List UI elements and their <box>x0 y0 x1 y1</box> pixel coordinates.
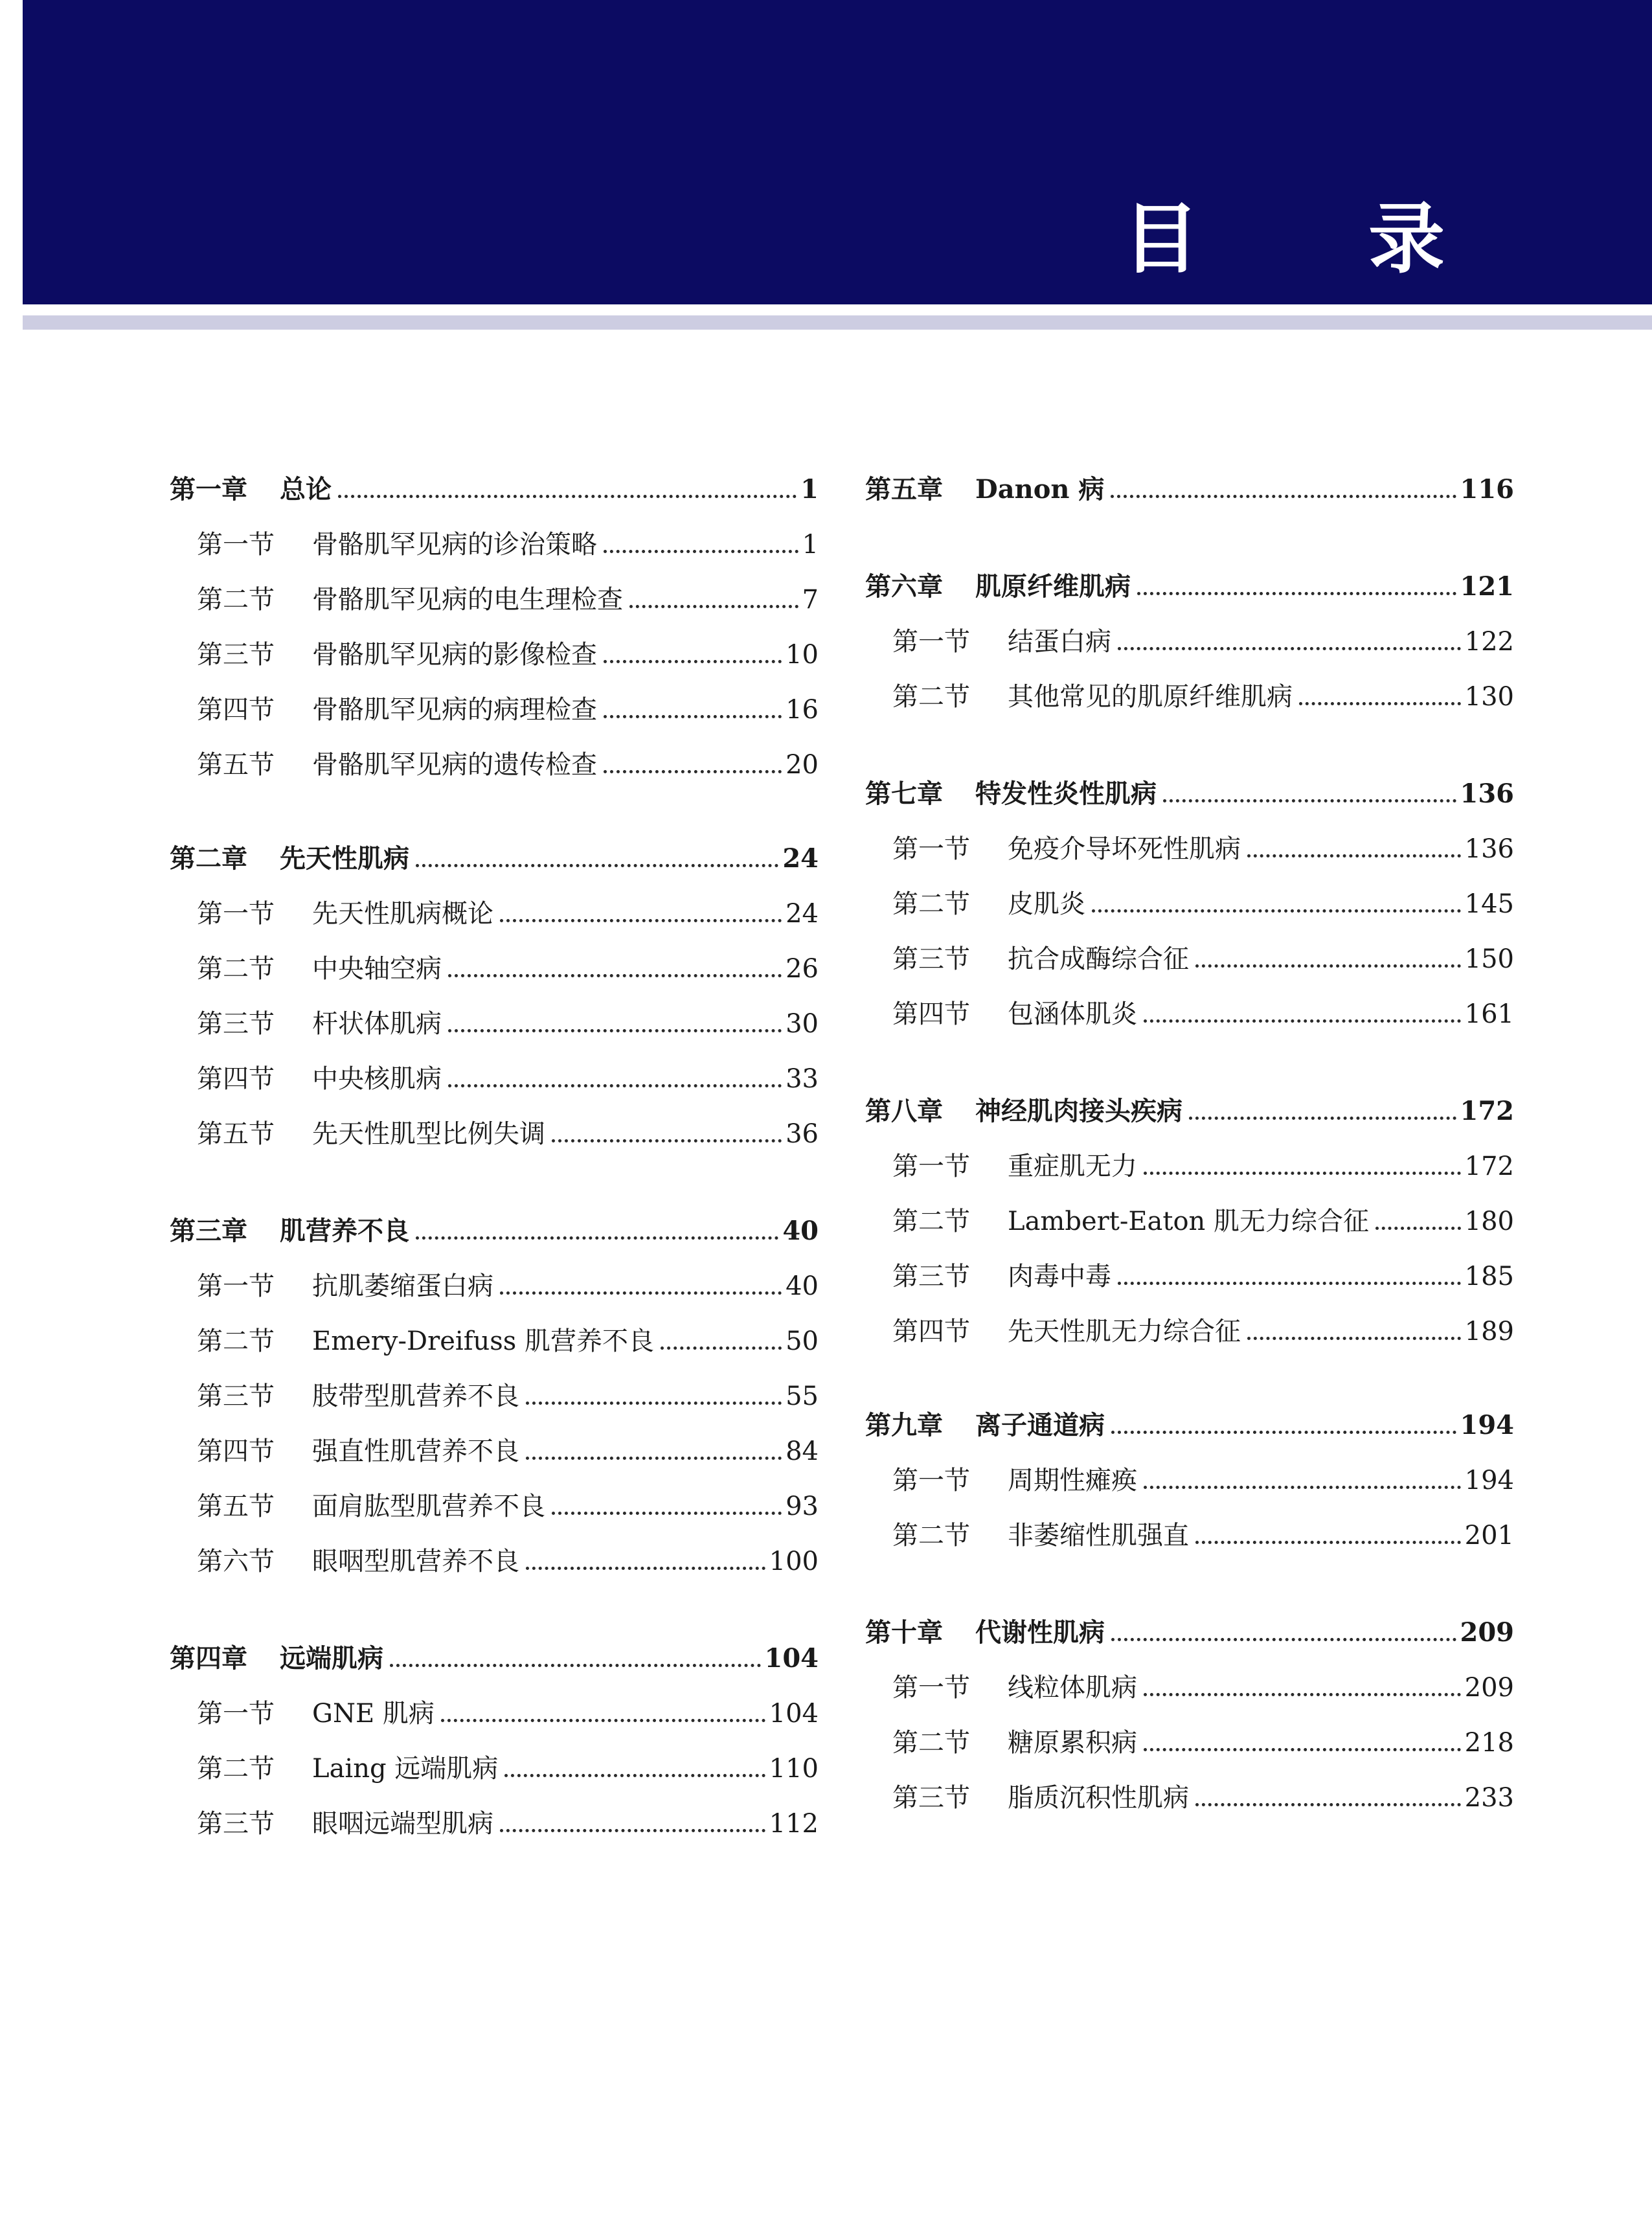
section-title: 脂质沉积性肌病 <box>1008 1783 1189 1813</box>
dot-leader <box>661 1346 782 1350</box>
page-number: 112 <box>769 1809 819 1839</box>
section-title: 免疫介导坏死性肌病 <box>1008 834 1241 864</box>
header-banner <box>23 0 1652 304</box>
page-number: 194 <box>1464 1466 1514 1495</box>
section-title: 先天性肌无力综合征 <box>1008 1317 1241 1346</box>
section-number: 第五节 <box>197 1119 275 1149</box>
page-number: 150 <box>1464 944 1514 974</box>
section-title: 肢带型肌营养不良 <box>312 1381 519 1411</box>
dot-leader <box>390 1664 761 1667</box>
page-number: 172 <box>1464 1152 1514 1181</box>
toc-section-entry[interactable] <box>865 1251 1514 1292</box>
toc-section-entry[interactable] <box>865 1510 1514 1551</box>
dot-leader <box>1163 799 1456 802</box>
chapter-title: 代谢性肌病 <box>975 1617 1105 1648</box>
chapter-title: 肌原纤维肌病 <box>975 571 1131 602</box>
page-number: 55 <box>786 1381 819 1411</box>
section-title: 强直性肌营养不良 <box>312 1437 519 1466</box>
section-title: 糖原累积病 <box>1008 1728 1137 1758</box>
section-title: 骨骼肌罕见病的遗传检查 <box>312 750 597 780</box>
page-number: 7 <box>802 585 819 615</box>
section-number: 第五节 <box>197 1492 275 1521</box>
section-title: 皮肌炎 <box>1008 889 1085 919</box>
toc-chapter-entry[interactable] <box>865 1607 1514 1648</box>
toc-section-entry[interactable] <box>170 1315 819 1357</box>
section-number: 第三节 <box>197 1809 275 1839</box>
chapter-title: 远端肌病 <box>280 1643 383 1674</box>
chapter-number: 第二章 <box>170 843 247 874</box>
toc-section-entry[interactable] <box>170 629 819 670</box>
toc-chapter-entry[interactable] <box>170 833 819 874</box>
page-number: 33 <box>786 1064 819 1094</box>
section-number: 第一节 <box>892 1152 970 1181</box>
section-title: 抗合成酶综合征 <box>1008 944 1189 974</box>
page-number: 161 <box>1464 999 1514 1029</box>
toc-section-entry[interactable] <box>865 671 1514 712</box>
toc-section-entry[interactable] <box>865 878 1514 920</box>
chapter-number: 第十章 <box>865 1617 943 1648</box>
dot-leader <box>1299 702 1461 705</box>
dot-leader <box>1144 1748 1461 1751</box>
section-title: 非萎缩性肌强直 <box>1008 1521 1189 1550</box>
page-number: 104 <box>769 1699 819 1729</box>
chapter-title: 神经肌肉接头疾病 <box>975 1096 1182 1126</box>
page-number: 93 <box>786 1492 819 1521</box>
toc-chapter-entry[interactable] <box>865 561 1514 602</box>
dot-leader <box>1247 1337 1461 1340</box>
section-number: 第二节 <box>197 1326 275 1356</box>
page-number: 10 <box>786 640 819 670</box>
toc-chapter-entry[interactable] <box>865 464 1514 505</box>
dot-leader <box>1195 1541 1461 1544</box>
toc-section-entry[interactable] <box>170 684 819 725</box>
dot-leader <box>448 1084 782 1087</box>
section-number: 第四节 <box>892 999 970 1029</box>
page-number: 50 <box>786 1326 819 1356</box>
chapter-number: 第七章 <box>865 778 943 809</box>
page-number: 1 <box>802 530 819 560</box>
chapter-number: 第四章 <box>170 1643 247 1674</box>
section-number: 第二节 <box>892 1207 970 1236</box>
toc-section-entry[interactable] <box>865 988 1514 1030</box>
page-number: 121 <box>1460 571 1514 602</box>
dot-leader <box>552 1512 782 1515</box>
section-title: 眼咽远端型肌病 <box>312 1809 493 1839</box>
section-title: 骨骼肌罕见病的病理检查 <box>312 695 597 725</box>
chapter-title: 先天性肌病 <box>280 843 409 874</box>
page-number: 26 <box>786 954 819 984</box>
section-number: 第六节 <box>197 1547 275 1576</box>
dot-leader <box>504 1774 765 1777</box>
dot-leader <box>1195 964 1461 968</box>
section-number: 第二节 <box>197 585 275 615</box>
toc-section-entry[interactable] <box>170 1260 819 1302</box>
section-number: 第一节 <box>892 1466 970 1495</box>
section-title: 骨骼肌罕见病的影像检查 <box>312 640 597 670</box>
toc-section-entry[interactable] <box>865 1772 1514 1813</box>
toc-section-entry[interactable] <box>865 616 1514 657</box>
chapter-number: 第五章 <box>865 474 943 505</box>
dot-leader <box>1118 1282 1461 1285</box>
section-title: 包涵体肌炎 <box>1008 999 1137 1029</box>
page-number: 16 <box>786 695 819 725</box>
toc-section-entry[interactable] <box>865 1662 1514 1703</box>
dot-leader <box>1118 647 1461 650</box>
toc-section-entry[interactable] <box>170 1798 819 1839</box>
section-number: 第二节 <box>892 1521 970 1550</box>
page-number: 104 <box>764 1643 819 1674</box>
page-title: 目 录 <box>1122 194 1516 284</box>
section-title: 其他常见的肌原纤维肌病 <box>1008 682 1293 712</box>
toc-section-entry[interactable] <box>865 1717 1514 1758</box>
section-number: 第五节 <box>197 750 275 780</box>
section-number: 第一节 <box>892 834 970 864</box>
section-number: 第二节 <box>892 682 970 712</box>
section-title: 面肩肱型肌营养不良 <box>312 1492 545 1521</box>
page-number: 100 <box>769 1547 819 1576</box>
dot-leader <box>604 550 798 553</box>
chapter-title: 特发性炎性肌病 <box>975 778 1157 809</box>
section-number: 第四节 <box>197 695 275 725</box>
dot-leader <box>338 495 797 498</box>
section-title: 中央轴空病 <box>312 954 442 984</box>
section-title: 中央核肌病 <box>312 1064 442 1094</box>
section-number: 第三节 <box>197 640 275 670</box>
dot-leader <box>1144 1019 1461 1023</box>
chapter-number: 第三章 <box>170 1216 247 1246</box>
page-number: 1 <box>800 474 819 505</box>
dot-leader <box>1144 1693 1461 1696</box>
section-number: 第三节 <box>197 1381 275 1411</box>
page-number: 24 <box>786 899 819 929</box>
section-number: 第三节 <box>892 1262 970 1291</box>
page-number: 20 <box>786 750 819 780</box>
dot-leader <box>500 1829 765 1832</box>
dot-leader <box>604 770 782 773</box>
section-number: 第二节 <box>892 889 970 919</box>
chapter-number: 第八章 <box>865 1096 943 1126</box>
section-title: 周期性瘫痪 <box>1008 1466 1137 1495</box>
chapter-title: Danon 病 <box>975 474 1105 505</box>
dot-leader <box>526 1567 765 1570</box>
toc-section-entry[interactable] <box>170 1370 819 1412</box>
page-number: 194 <box>1460 1410 1514 1440</box>
dot-leader <box>1137 592 1456 595</box>
section-number: 第一节 <box>892 627 970 657</box>
page-number: 180 <box>1464 1207 1514 1236</box>
toc-section-entry[interactable] <box>170 1108 819 1150</box>
toc-section-entry[interactable] <box>865 1455 1514 1496</box>
toc-chapter-entry[interactable] <box>865 1400 1514 1441</box>
page-number: 136 <box>1460 778 1514 809</box>
toc-section-entry[interactable] <box>170 1743 819 1784</box>
page-number: 233 <box>1464 1783 1514 1813</box>
section-number: 第三节 <box>197 1009 275 1039</box>
page-number: 145 <box>1464 889 1514 919</box>
chapter-number: 第九章 <box>865 1410 943 1440</box>
page-number: 209 <box>1464 1673 1514 1703</box>
page-number: 209 <box>1460 1617 1514 1648</box>
dot-leader <box>552 1139 782 1142</box>
toc-section-entry[interactable] <box>170 1688 819 1729</box>
section-number: 第一节 <box>197 1699 275 1729</box>
page-number: 189 <box>1464 1317 1514 1346</box>
section-title: Emery-Dreifuss 肌营养不良 <box>312 1326 655 1356</box>
section-title: 抗肌萎缩蛋白病 <box>312 1271 493 1301</box>
dot-leader <box>526 1402 782 1405</box>
section-title: 肉毒中毒 <box>1008 1262 1111 1291</box>
dot-leader <box>1144 1172 1461 1175</box>
dot-leader <box>1189 1117 1456 1120</box>
section-number: 第一节 <box>197 1271 275 1301</box>
dot-leader <box>1111 1431 1456 1434</box>
toc-section-entry[interactable] <box>170 574 819 615</box>
section-title: 线粒体肌病 <box>1008 1673 1137 1703</box>
toc-chapter-entry[interactable] <box>865 768 1514 810</box>
page-number: 116 <box>1460 474 1514 505</box>
toc-section-entry[interactable] <box>170 1536 819 1577</box>
toc-section-entry[interactable] <box>170 888 819 929</box>
dot-leader <box>1111 495 1456 498</box>
toc-section-entry[interactable] <box>865 823 1514 865</box>
toc-chapter-entry[interactable] <box>865 1085 1514 1127</box>
section-number: 第一节 <box>197 530 275 560</box>
dot-leader <box>448 974 782 977</box>
section-number: 第一节 <box>892 1673 970 1703</box>
page-number: 40 <box>786 1271 819 1301</box>
page-number: 24 <box>782 843 819 874</box>
section-title: Lambert-Eaton 肌无力综合征 <box>1008 1207 1370 1236</box>
toc-section-entry[interactable] <box>865 933 1514 975</box>
dot-leader <box>629 605 798 608</box>
dot-leader <box>1144 1486 1461 1489</box>
page-number: 122 <box>1464 627 1514 657</box>
dot-leader <box>448 1029 782 1032</box>
dot-leader <box>604 660 782 663</box>
dot-leader <box>526 1457 782 1460</box>
dot-leader <box>500 1291 782 1295</box>
section-title: 杆状体肌病 <box>312 1009 442 1039</box>
dot-leader <box>441 1719 765 1722</box>
toc-section-entry[interactable] <box>865 1306 1514 1347</box>
section-title: 先天性肌病概论 <box>312 899 493 929</box>
toc-chapter-entry[interactable] <box>170 464 819 505</box>
dot-leader <box>1195 1803 1461 1806</box>
section-title: Laing 远端肌病 <box>312 1754 499 1784</box>
dot-leader <box>416 1236 778 1240</box>
toc-section-entry[interactable] <box>865 1141 1514 1182</box>
section-title: 结蛋白病 <box>1008 627 1111 657</box>
chapter-number: 第一章 <box>170 474 247 505</box>
section-title: GNE 肌病 <box>312 1699 435 1729</box>
page-number: 172 <box>1460 1096 1514 1126</box>
page-number: 36 <box>786 1119 819 1149</box>
toc-section-entry[interactable] <box>865 1196 1514 1237</box>
toc-chapter-entry[interactable] <box>170 1205 819 1247</box>
toc-section-entry[interactable] <box>170 739 819 780</box>
section-number: 第二节 <box>197 954 275 984</box>
page-number: 40 <box>782 1216 819 1246</box>
section-number: 第三节 <box>892 1783 970 1813</box>
toc-chapter-entry[interactable] <box>170 1633 819 1674</box>
page-number: 201 <box>1464 1521 1514 1550</box>
chapter-number: 第六章 <box>865 571 943 602</box>
page-number: 136 <box>1464 834 1514 864</box>
dot-leader <box>500 919 782 922</box>
section-number: 第一节 <box>197 899 275 929</box>
section-number: 第二节 <box>892 1728 970 1758</box>
toc-section-entry[interactable] <box>170 519 819 560</box>
dot-leader <box>1092 909 1461 913</box>
toc-section-entry[interactable] <box>170 943 819 984</box>
section-title: 眼咽型肌营养不良 <box>312 1547 519 1576</box>
toc-section-entry[interactable] <box>170 1425 819 1467</box>
section-title: 先天性肌型比例失调 <box>312 1119 545 1149</box>
toc-section-entry[interactable] <box>170 1481 819 1522</box>
section-number: 第三节 <box>892 944 970 974</box>
dot-leader <box>1247 854 1461 857</box>
dot-leader <box>604 715 782 718</box>
section-title: 骨骼肌罕见病的诊治策略 <box>312 530 597 560</box>
section-number: 第四节 <box>892 1317 970 1346</box>
page-number: 30 <box>786 1009 819 1039</box>
section-number: 第四节 <box>197 1064 275 1094</box>
page-number: 110 <box>769 1754 819 1784</box>
section-title: 骨骼肌罕见病的电生理检查 <box>312 585 623 615</box>
page-number: 185 <box>1464 1262 1514 1291</box>
section-number: 第二节 <box>197 1754 275 1784</box>
toc-section-entry[interactable] <box>170 1053 819 1095</box>
page-number: 218 <box>1464 1728 1514 1758</box>
header-stripe <box>23 315 1652 330</box>
dot-leader <box>416 864 778 867</box>
chapter-title: 总论 <box>280 474 332 505</box>
page-number: 84 <box>786 1437 819 1466</box>
toc-section-entry[interactable] <box>170 998 819 1039</box>
chapter-title: 离子通道病 <box>975 1410 1105 1440</box>
page-number: 130 <box>1464 682 1514 712</box>
section-number: 第四节 <box>197 1437 275 1466</box>
chapter-title: 肌营养不良 <box>280 1216 409 1246</box>
dot-leader <box>1111 1638 1456 1641</box>
dot-leader <box>1375 1227 1461 1230</box>
section-title: 重症肌无力 <box>1008 1152 1137 1181</box>
